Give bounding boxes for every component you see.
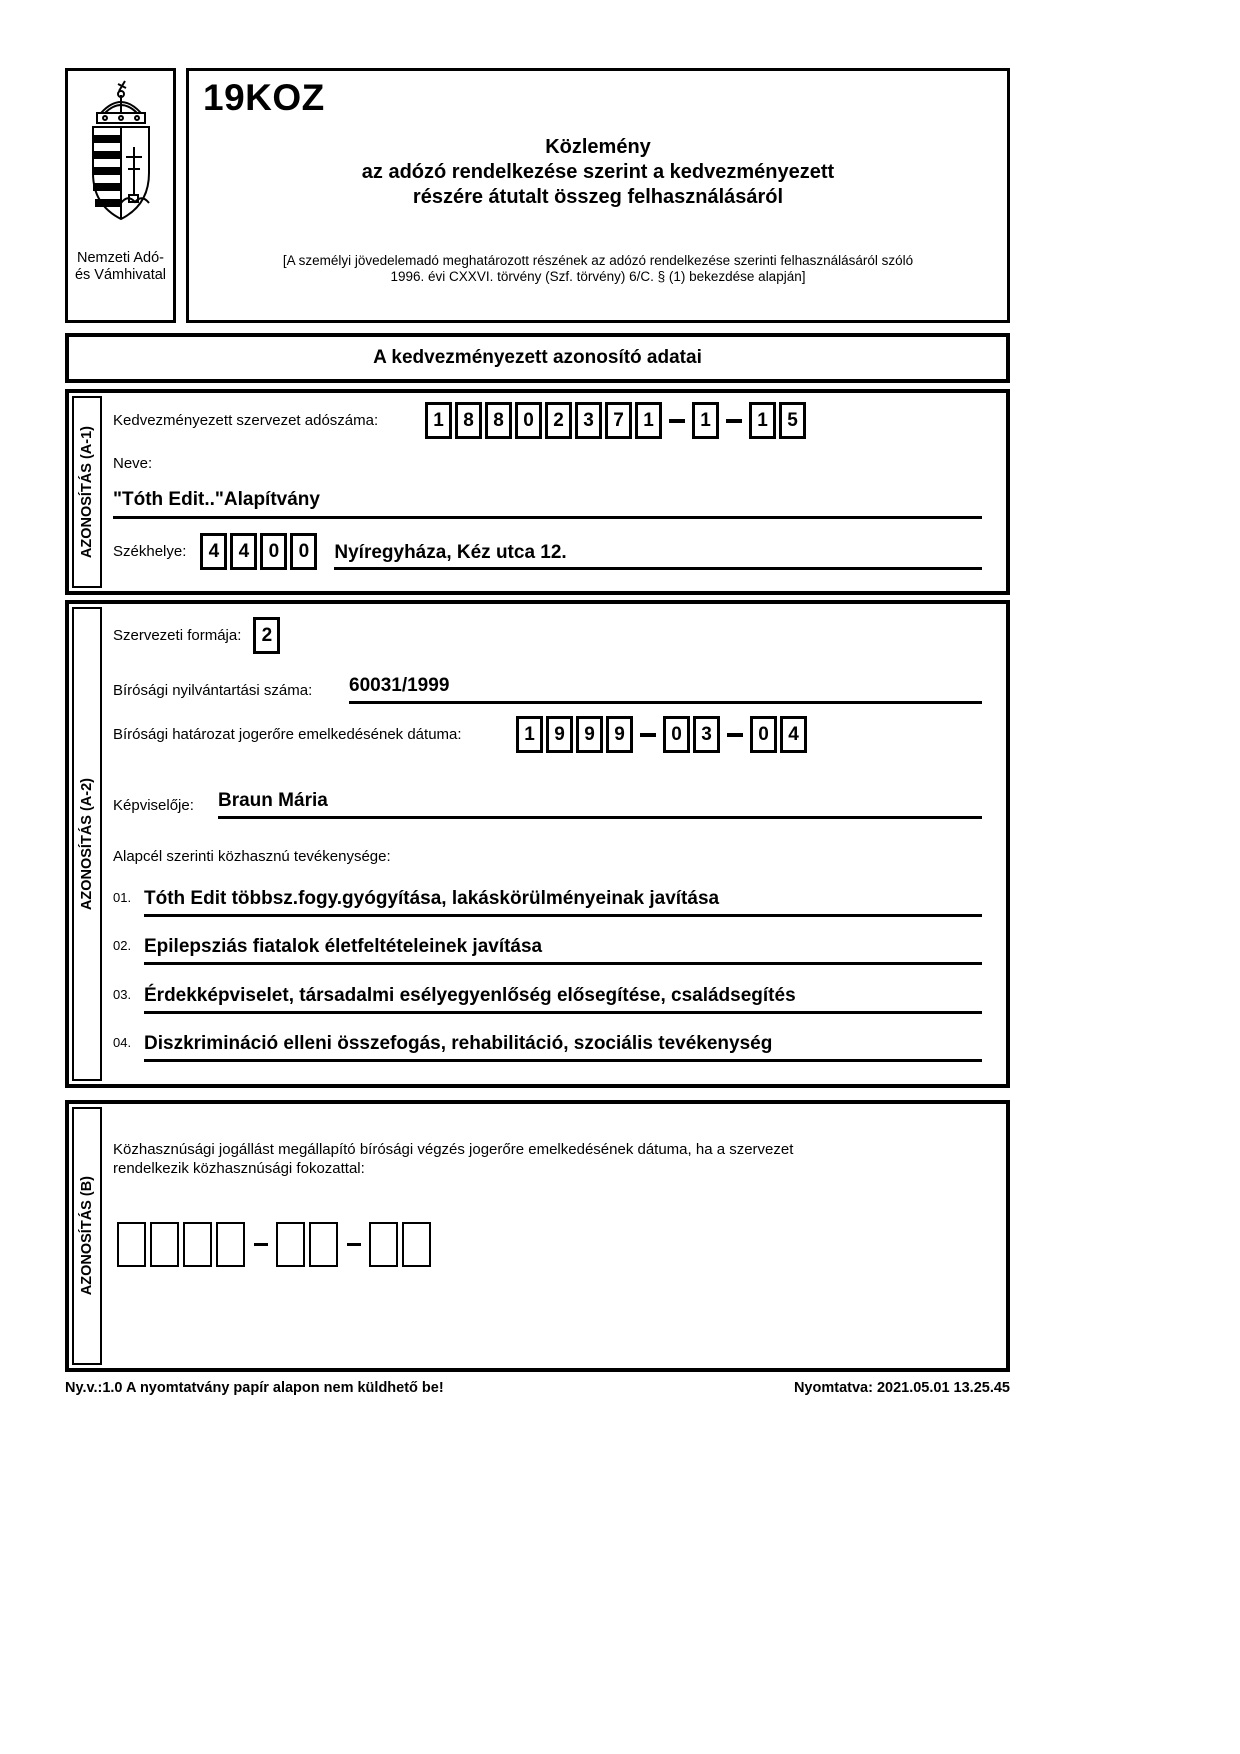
org-form-label: Szervezeti formája:: [113, 627, 242, 644]
date-digit-box: 4: [780, 716, 807, 753]
public-benefit-date-label: [113, 1140, 976, 1178]
tax-number-digit-box: 7: [605, 402, 632, 439]
activities-label: Alapcél szerinti közhasznú tevékenysége:: [113, 848, 391, 865]
org-form-code-box: 2: [253, 617, 280, 654]
tax-number-row: [113, 402, 982, 439]
footer-version-note: Ny.v.:1.0 A nyomtatvány papír alapon nem küldhető be!: [65, 1380, 444, 1396]
form-title-line2: az adózó rendelkezése szerint a kedvezményezett: [361, 161, 835, 183]
page-footer: [65, 1380, 1010, 1396]
section-azonositas-a1: [65, 389, 1010, 595]
dash-separator: [727, 733, 743, 737]
postal-code-digit-box: 4: [200, 533, 227, 570]
tax-number-digit-box: 2: [545, 402, 572, 439]
section-b-content: [105, 1104, 1006, 1368]
form-code: 19KOZ: [203, 77, 325, 118]
activity-number: 03.: [113, 987, 132, 1002]
date-digit-box: 9: [606, 716, 633, 753]
court-decision-date-row: [113, 716, 982, 753]
activity-number: 01.: [113, 890, 132, 905]
legal-basis-note: [189, 253, 1007, 284]
seat-address-value: Nyíregyháza, Kéz utca 12.: [334, 542, 982, 570]
tax-number-digit-box: 3: [575, 402, 602, 439]
legal-basis-line1: [A személyi jövedelemadó meghatározott részének az adózó rendelkezése szerinti felhasználásáról szóló: [282, 253, 914, 268]
public-benefit-date-label-line1: Közhasznúsági jogállást megállapító bírósági végzés jogerőre emelkedésének dátuma, ha a szervezet: [113, 1141, 794, 1158]
date-digit-box: 0: [750, 716, 777, 753]
tax-number-label: Kedvezményezett szervezet adószáma:: [113, 412, 379, 429]
activity-text: Érdekképviselet, társadalmi esélyegyenlőség elősegítése, családsegítés: [144, 985, 982, 1014]
tax-number-digit-box: 1: [749, 402, 776, 439]
court-registration-value: 60031/1999: [349, 675, 982, 704]
court-decision-date-boxes: [516, 716, 810, 753]
dash-separator: [640, 733, 656, 737]
date-digit-box: 9: [576, 716, 603, 753]
activity-text: Epilepsziás fiatalok életfeltételeinek javítása: [144, 936, 982, 965]
legal-basis-line2: 1996. évi CXXVI. törvény (Szf. törvény) 6/C. § (1) bekezdése alapján]: [390, 268, 806, 284]
footer-printed-timestamp: Nyomtatva: 2021.05.01 13.25.45: [793, 1380, 1010, 1396]
tax-number-digit-box: 8: [485, 402, 512, 439]
tax-number-digit-box: 1: [635, 402, 662, 439]
court-decision-date-label: Bírósági határozat jogerőre emelkedésének dátuma:: [113, 726, 462, 743]
public-benefit-date-label-line2: rendelkezik közhasznúsági fokozattal:: [113, 1160, 365, 1177]
section-title: A kedvezményezett azonosító adatai: [373, 347, 702, 368]
date-digit-box: 9: [546, 716, 573, 753]
section-azonositas-b: [65, 1100, 1010, 1372]
court-registration-row: [113, 675, 982, 704]
public-benefit-date-boxes: [117, 1222, 435, 1267]
representative-label: Képviselője:: [113, 797, 194, 814]
date-digit-box: 0: [663, 716, 690, 753]
representative-value: Braun Mária: [218, 790, 982, 819]
activity-row: [113, 985, 982, 1014]
empty-date-digit-box: [183, 1222, 212, 1267]
postal-code-digit-box: 0: [290, 533, 317, 570]
tax-number-digit-box: 1: [692, 402, 719, 439]
postal-code-digit-box: 0: [260, 533, 287, 570]
dash-separator: [669, 419, 685, 423]
empty-date-digit-box: [309, 1222, 338, 1267]
section-azonositas-a2: [65, 600, 1010, 1088]
dash-separator: [726, 419, 742, 423]
empty-date-digit-box: [216, 1222, 245, 1267]
postal-code-boxes: [200, 533, 320, 570]
section-b-side-strip: [72, 1107, 102, 1365]
section-title-bar: [65, 333, 1010, 383]
name-label: Neve:: [113, 455, 153, 472]
date-digit-box: 1: [516, 716, 543, 753]
dash-separator: [347, 1243, 361, 1246]
empty-date-digit-box: [276, 1222, 305, 1267]
tax-number-digit-box: 8: [455, 402, 482, 439]
section-b-side-label: AZONOSÍTÁS (B): [79, 1176, 95, 1296]
representative-row: [113, 790, 982, 819]
section-a1-content: [105, 393, 1006, 591]
activity-row: [113, 936, 982, 965]
section-a2-side-label: AZONOSÍTÁS (A-2): [79, 777, 95, 911]
activity-text: Tóth Edit többsz.fogy.gyógyítása, lakáskörülményeinak javítása: [144, 888, 982, 917]
empty-date-digit-box: [402, 1222, 431, 1267]
dash-separator: [254, 1243, 268, 1246]
activity-number: 02.: [113, 938, 132, 953]
activity-text: Diszkrimináció elleni összefogás, rehabilitáció, szociális tevékenység: [144, 1033, 982, 1062]
section-a1-side-strip: [72, 396, 102, 588]
tax-number-digit-box: 5: [779, 402, 806, 439]
tax-number-boxes: [425, 402, 809, 439]
form-title-line1: Közlemény: [545, 136, 651, 158]
court-registration-label: Bírósági nyilvántartási száma:: [113, 682, 313, 699]
tax-number-digit-box: 1: [425, 402, 452, 439]
form-title-line3: részére átutalt összeg felhasználásáról: [412, 186, 784, 208]
activity-row: [113, 1033, 982, 1062]
empty-date-digit-box: [150, 1222, 179, 1267]
section-a1-side-label: AZONOSÍTÁS (A-1): [79, 425, 95, 559]
hungarian-coat-of-arms-icon: [79, 79, 163, 237]
seat-row: [113, 533, 982, 570]
name-value: "Tóth Edit.."Alapítvány: [113, 489, 982, 519]
empty-date-digit-box: [117, 1222, 146, 1267]
form-title: [189, 135, 1007, 210]
activity-row: [113, 888, 982, 917]
postal-code-digit-box: 4: [230, 533, 257, 570]
date-digit-box: 3: [693, 716, 720, 753]
agency-name-line1: Nemzeti Adó-: [76, 250, 165, 266]
org-form-row: [113, 617, 982, 654]
section-a2-content: [105, 604, 1006, 1084]
empty-date-digit-box: [369, 1222, 398, 1267]
agency-name-line2: és Vámhivatal: [74, 267, 167, 283]
agency-logo-box: [65, 68, 176, 323]
activity-number: 04.: [113, 1035, 132, 1050]
section-a2-side-strip: [72, 607, 102, 1081]
form-header-box: [186, 68, 1010, 323]
agency-name: [68, 250, 173, 284]
tax-number-digit-box: 0: [515, 402, 542, 439]
seat-label: Székhelye:: [113, 543, 187, 560]
